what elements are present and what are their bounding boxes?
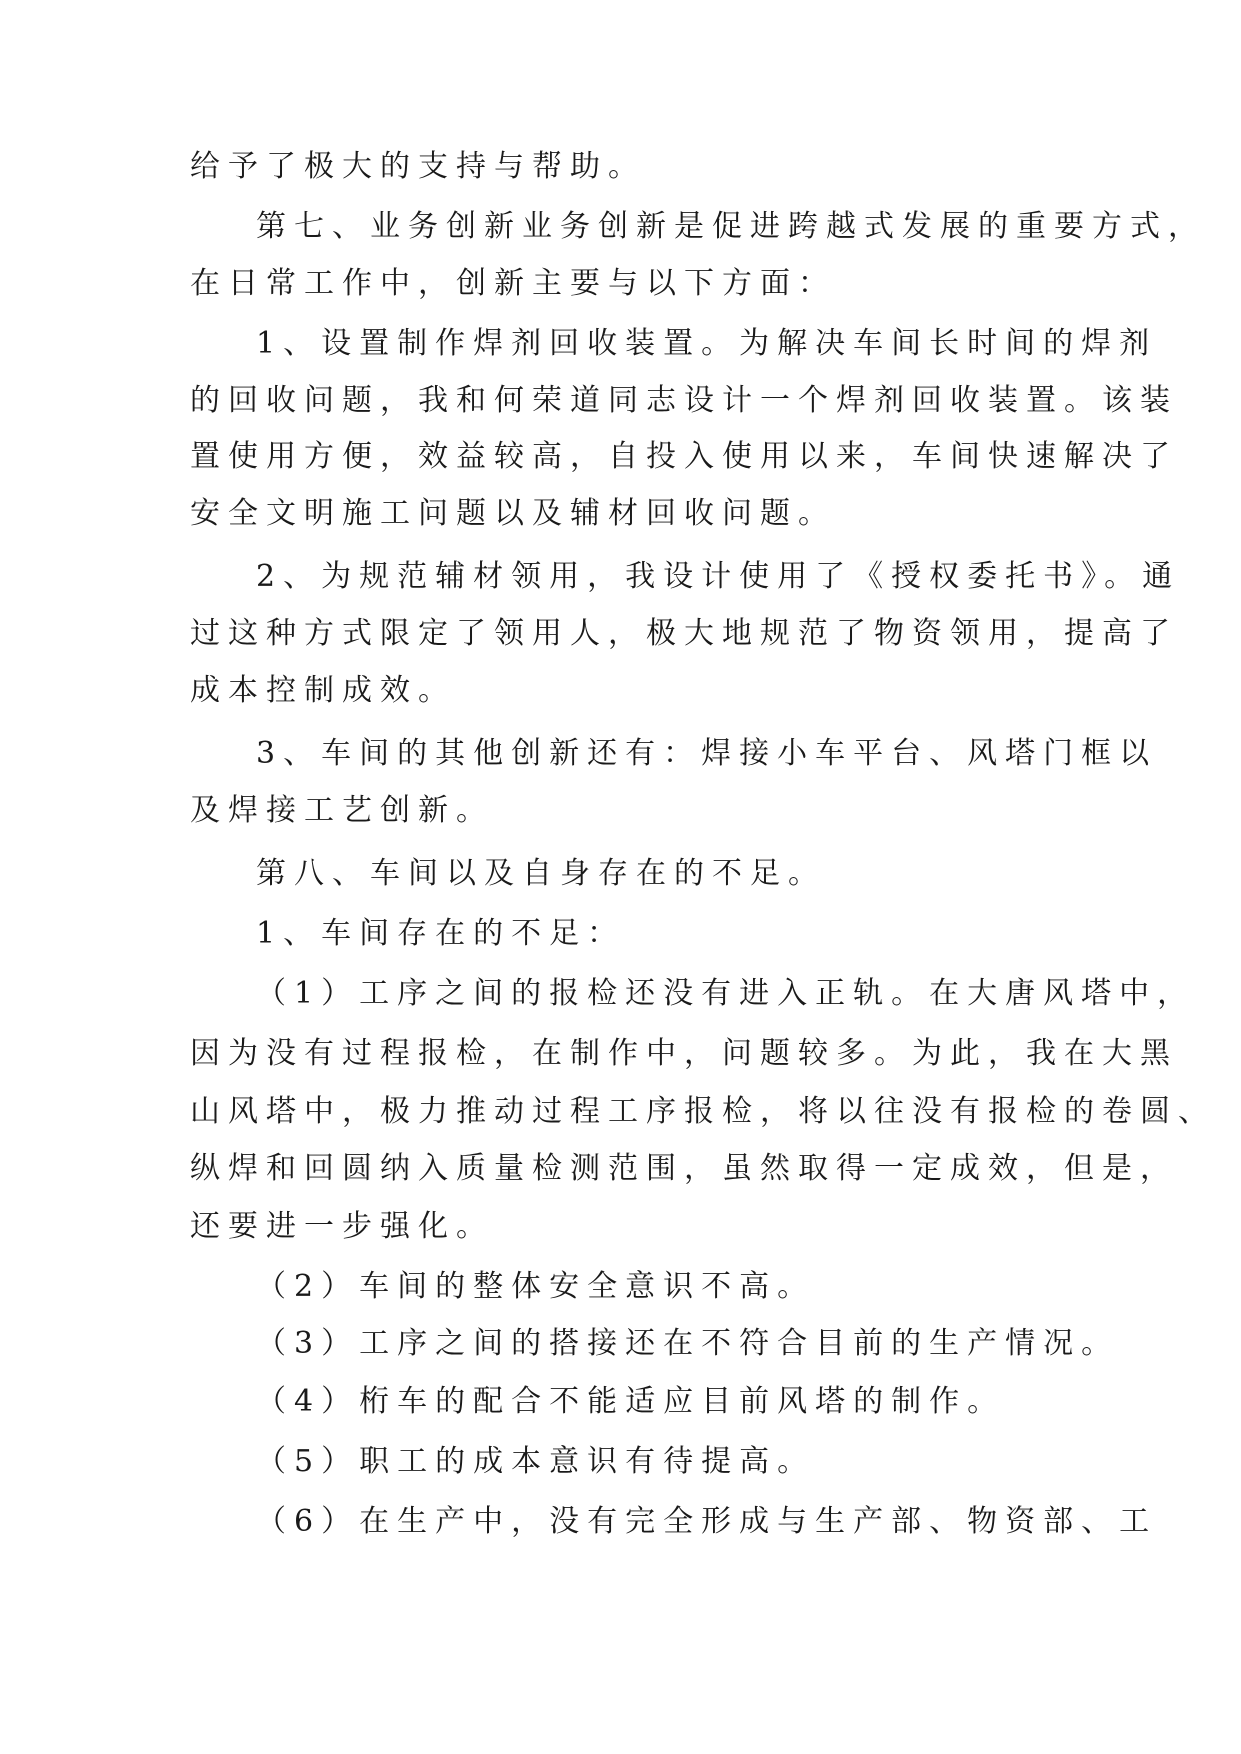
text-line: 给予了极大的支持与帮助。 (190, 149, 646, 184)
text-line: （3）工序之间的搭接还在不符合目前的生产情况。 (256, 1326, 1120, 1361)
text-line: 在日常工作中，创新主要与以下方面： (190, 266, 836, 301)
text-line: 及焊接工艺创新。 (190, 793, 494, 828)
text-line: （6）在生产中，没有完全形成与生产部、物资部、工 (256, 1504, 1158, 1539)
text-line: 1、设置制作焊剂回收装置。为解决车间长时间的焊剂 (256, 326, 1158, 361)
text-line: 的回收问题，我和何荣道同志设计一个焊剂回收装置。该装 (190, 383, 1178, 418)
text-line: 因为没有过程报检，在制作中，问题较多。为此，我在大黑 (190, 1036, 1178, 1071)
text-line: （2）车间的整体安全意识不高。 (256, 1269, 816, 1304)
text-line: 安全文明施工问题以及辅材回收问题。 (190, 496, 836, 531)
text-line: 纵焊和回圆纳入质量检测范围，虽然取得一定成效，但是， (190, 1151, 1178, 1186)
text-line: （1）工序之间的报检还没有进入正轨。在大唐风塔中， (256, 976, 1196, 1011)
text-line: （5）职工的成本意识有待提高。 (256, 1444, 816, 1479)
text-line: 过这种方式限定了领用人，极大地规范了物资领用，提高了 (190, 616, 1178, 651)
text-line: 第八、车间以及自身存在的不足。 (256, 856, 826, 891)
text-line: 成本控制成效。 (190, 673, 456, 708)
text-line: 还要进一步强化。 (190, 1209, 494, 1244)
text-line: 2、为规范辅材领用，我设计使用了《授权委托书》。通 (256, 559, 1181, 594)
text-line: 第七、业务创新业务创新是促进跨越式发展的重要方式， (256, 209, 1206, 244)
text-line: 置使用方便，效益较高，自投入使用以来，车间快速解决了 (190, 439, 1178, 474)
text-line: 3、车间的其他创新还有：焊接小车平台、风塔门框以 (256, 736, 1158, 771)
text-line: （4）桁车的配合不能适应目前风塔的制作。 (256, 1384, 1006, 1419)
text-line: 山风塔中，极力推动过程工序报检，将以往没有报检的卷圆、 (190, 1094, 1216, 1129)
text-line: 1、车间存在的不足： (256, 916, 626, 951)
